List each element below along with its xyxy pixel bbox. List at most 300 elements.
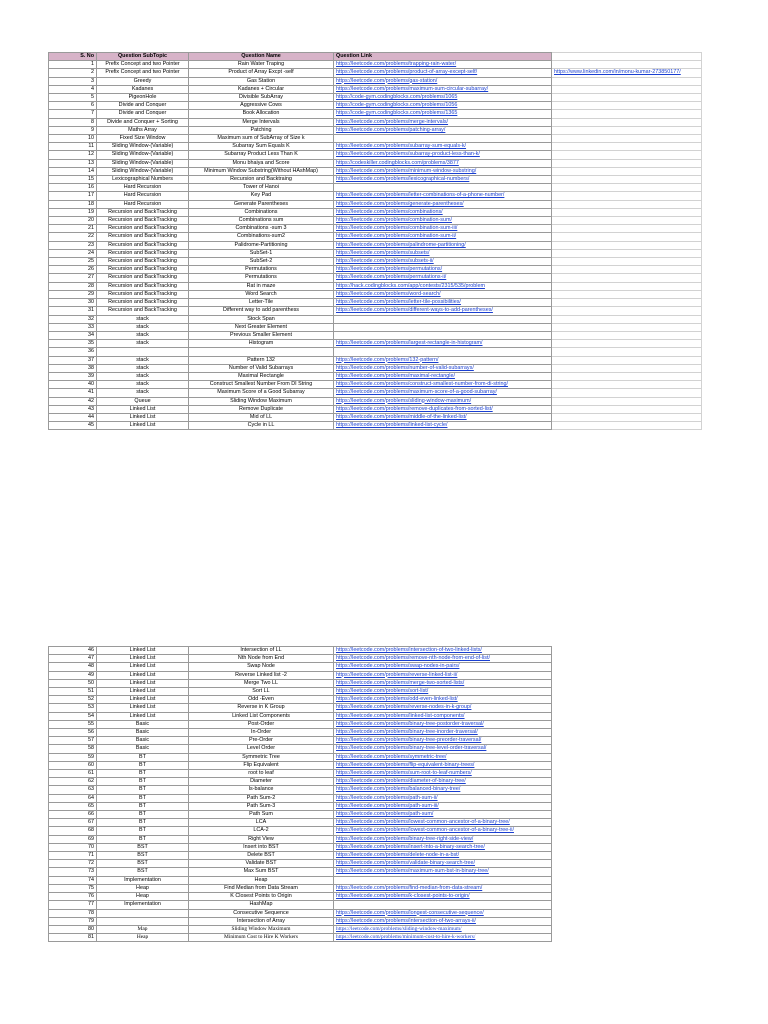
subtopic-cell: Implementation — [97, 901, 189, 909]
empty-cell — [552, 85, 702, 93]
subtopic-cell: Recursion and BackTracking — [97, 266, 189, 274]
subtopic-cell: BT — [97, 778, 189, 786]
subtopic-cell: Hard Recursion — [97, 184, 189, 192]
serial-number-cell: 23 — [49, 241, 97, 249]
question-link-cell — [334, 225, 552, 233]
question-link[interactable]: https://leetcode.com/problems/binary-tree-right-side-view/ — [336, 835, 474, 842]
question-link[interactable]: https://leetcode.com/problems/find-median-from-data-stream/ — [336, 884, 483, 891]
question-link[interactable]: https://leetcode.com/problems/linked-list-components/ — [336, 712, 465, 719]
empty-cell — [552, 274, 702, 282]
serial-number-cell: 48 — [49, 663, 97, 671]
table-row — [49, 843, 552, 851]
subtopic-cell: BT — [97, 770, 189, 778]
question-name-cell: Different way to add parenthess — [189, 307, 334, 315]
subtopic-cell: Sliding Window-(Variable) — [97, 167, 189, 175]
table-row — [49, 704, 552, 712]
serial-number-cell: 40 — [49, 381, 97, 389]
question-link[interactable]: https://leetcode.com/problems/subsets/ — [336, 249, 430, 256]
question-link[interactable]: https://leetcode.com/problems/path-sum-ii/ — [336, 794, 438, 801]
question-link-cell — [334, 761, 552, 769]
question-link[interactable]: https://leetcode.com/problems/construct-smallest-number-from-di-string/ — [336, 381, 508, 388]
table-row — [49, 835, 552, 843]
question-link[interactable]: https://leetcode.com/problems/minimum-window-substring/ — [336, 167, 477, 174]
serial-number-cell: 71 — [49, 852, 97, 860]
question-link[interactable]: https://leetcode.com/problems/longest-consecutive-sequence/ — [336, 909, 484, 916]
question-link-cell — [334, 893, 552, 901]
table-row — [49, 761, 552, 769]
question-link[interactable]: https://leetcode.com/problems/subarray-sum-equals-k/ — [336, 143, 467, 150]
question-link[interactable]: https://leetcode.com/problems/intersection-of-two-arrays-ii/ — [336, 917, 476, 924]
question-link-cell — [334, 159, 552, 167]
serial-number-cell: 60 — [49, 761, 97, 769]
question-link-cell — [334, 909, 552, 917]
empty-cell — [552, 94, 702, 102]
serial-number-cell: 9 — [49, 126, 97, 134]
table-row — [49, 647, 552, 655]
question-name-cell: Kadanes + Circular — [189, 85, 334, 93]
question-name-cell: Insert into BST — [189, 843, 334, 851]
question-link[interactable]: https://leetcode.com/problems/combinations/ — [336, 208, 443, 215]
table-row — [49, 225, 702, 233]
subtopic-cell: Divide and Conquer + Sorting — [97, 118, 189, 126]
serial-number-cell: 69 — [49, 835, 97, 843]
question-link-cell — [334, 135, 552, 143]
question-link-cell — [334, 77, 552, 85]
serial-number-cell: 67 — [49, 819, 97, 827]
subtopic-cell: Heap — [97, 893, 189, 901]
subtopic-cell: Linked List — [97, 663, 189, 671]
question-link[interactable]: https://leetcode.com/problems/gas-station/ — [336, 77, 438, 84]
question-name-cell: Nth Node from End — [189, 655, 334, 663]
question-name-cell: Delete BST — [189, 852, 334, 860]
question-link-cell — [334, 340, 552, 348]
subtopic-cell: Linked List — [97, 422, 189, 430]
serial-number-cell: 20 — [49, 217, 97, 225]
question-link-cell — [334, 143, 552, 151]
question-link-cell — [334, 917, 552, 925]
serial-number-cell: 80 — [49, 925, 97, 933]
question-link[interactable]: https://leetcode.com/problems/merge-intervals/ — [336, 118, 449, 125]
question-link[interactable]: https://leetcode.com/problems/merge-two-sorted-lists/ — [336, 679, 465, 686]
question-link[interactable]: https://leetcode.com/problems/balanced-binary-tree/ — [336, 786, 461, 793]
subtopic-cell: Linked List — [97, 405, 189, 413]
table-row — [49, 184, 702, 192]
subtopic-cell: BT — [97, 835, 189, 843]
table-row — [49, 934, 552, 942]
table-row — [49, 241, 702, 249]
question-name-cell: Path Sum-3 — [189, 802, 334, 810]
table-row — [49, 909, 552, 917]
question-link[interactable]: https://leetcode.com/problems/letter-tile-possibilities/ — [336, 299, 461, 306]
serial-number-cell: 8 — [49, 118, 97, 126]
question-link[interactable]: https://leetcode.com/problems/remove-nth-node-from-end-of-list/ — [336, 655, 490, 662]
question-link[interactable]: https://leetcode.com/problems/odd-even-linked-list/ — [336, 696, 458, 703]
serial-number-cell: 31 — [49, 307, 97, 315]
table-row — [49, 274, 702, 282]
question-link[interactable]: https://leetcode.com/problems/sum-root-to-leaf-numbers/ — [336, 770, 472, 777]
subtopic-cell: BT — [97, 819, 189, 827]
subtopic-cell: Recursion and BackTracking — [97, 282, 189, 290]
table-row — [49, 340, 702, 348]
question-link[interactable]: https://leetcode.com/problems/insert-into-a-binary-search-tree/ — [336, 843, 485, 850]
serial-number-cell: 42 — [49, 397, 97, 405]
question-name-cell: In-Order — [189, 729, 334, 737]
subtopic-cell: Recursion and BackTracking — [97, 233, 189, 241]
question-link[interactable]: https://leetcode.com/problems/subsets-ii/ — [336, 258, 434, 265]
empty-cell — [552, 381, 702, 389]
question-name-cell: Merge Intervals — [189, 118, 334, 126]
question-link[interactable]: https://leetcode.com/problems/k-closest-points-to-origin/ — [336, 893, 470, 900]
question-name-cell: Remove Duplicate — [189, 405, 334, 413]
question-link[interactable]: https://leetcode.com/problems/word-search/ — [336, 290, 441, 297]
empty-cell — [552, 348, 702, 356]
question-link-cell — [334, 290, 552, 298]
table-row — [49, 233, 702, 241]
question-link-cell — [334, 884, 552, 892]
table-row — [49, 827, 552, 835]
question-name-cell: SubSet-2 — [189, 258, 334, 266]
table-row — [49, 290, 702, 298]
table-row — [49, 151, 702, 159]
table-row — [49, 884, 552, 892]
serial-number-cell: 10 — [49, 135, 97, 143]
question-name-cell: Find Median from Data Stream — [189, 884, 334, 892]
subtopic-cell: Recursion and BackTracking — [97, 307, 189, 315]
question-name-cell: Combinations -sum 3 — [189, 225, 334, 233]
table-row — [49, 331, 702, 339]
question-link-cell — [334, 282, 552, 290]
question-name-cell: Patching — [189, 126, 334, 134]
question-link[interactable]: https://leetcode.com/problems/lexicographical-numbers/ — [336, 176, 470, 183]
question-link[interactable]: https://leetcode.com/problems/reverse-linked-list-ii/ — [336, 671, 458, 678]
serial-number-cell: 63 — [49, 786, 97, 794]
subtopic-cell: Recursion and BackTracking — [97, 249, 189, 257]
table-row — [49, 200, 702, 208]
question-link[interactable]: https://leetcode.com/problems/permutations/ — [336, 266, 443, 273]
question-link-cell — [334, 868, 552, 876]
question-name-cell: Symmetric Tree — [189, 753, 334, 761]
question-link[interactable]: https://leetcode.com/problems/intersection-of-two-linked-lists/ — [336, 647, 482, 653]
question-link-cell — [334, 348, 552, 356]
question-name-cell: Minimum Window Substring(Without HAshMap) — [189, 167, 334, 175]
question-name-cell: Cycle in LL — [189, 422, 334, 430]
question-link-cell — [334, 126, 552, 134]
question-name-cell: Combinations-sum2 — [189, 233, 334, 241]
question-link[interactable]: https://leetcode.com/problems/flip-equivalent-binary-trees/ — [336, 761, 475, 768]
subtopic-cell: stack — [97, 323, 189, 331]
serial-number-cell: 70 — [49, 843, 97, 851]
question-link[interactable]: https://leetcode.com/problems/symmetric-tree/ — [336, 753, 447, 760]
empty-cell — [552, 110, 702, 118]
table-row — [49, 315, 702, 323]
question-link[interactable]: https://code-gym.codingblocks.com/problems/1365 — [336, 110, 458, 117]
question-name-cell: Sliding Window Maximum — [189, 397, 334, 405]
serial-number-cell: 33 — [49, 323, 97, 331]
question-link[interactable]: https://leetcode.com/problems/subarray-product-less-than-k/ — [336, 151, 480, 158]
question-name-cell: Monu bhaiya and Score — [189, 159, 334, 167]
empty-cell — [552, 200, 702, 208]
question-link-cell — [334, 176, 552, 184]
question-link[interactable]: https://leetcode.com/problems/patching-array/ — [336, 126, 446, 133]
question-name-cell: Rain Water Traping — [189, 61, 334, 69]
question-link-cell — [334, 843, 552, 851]
subtopic-cell: Recursion and BackTracking — [97, 217, 189, 225]
question-name-cell: LCA — [189, 819, 334, 827]
empty-cell — [552, 282, 702, 290]
question-link-cell — [334, 241, 552, 249]
serial-number-cell: 76 — [49, 893, 97, 901]
question-link[interactable]: https://code-gym.codingblocks.com/problems/1065 — [336, 94, 458, 101]
question-link[interactable]: https://leetcode.com/problems/path-sum-iii/ — [336, 802, 439, 809]
question-name-cell: Histogram — [189, 340, 334, 348]
question-link[interactable]: https://leetcode.com/problems/different-ways-to-add-parentheses/ — [336, 307, 493, 314]
table-row — [49, 422, 702, 430]
serial-number-cell: 66 — [49, 811, 97, 819]
question-link[interactable]: https://leetcode.com/problems/number-of-valid-subarrays/ — [336, 364, 474, 371]
serial-number-cell: 72 — [49, 860, 97, 868]
question-link[interactable]: https://leetcode.com/problems/combination-sum-ii/ — [336, 233, 457, 240]
empty-cell — [552, 340, 702, 348]
table-row — [49, 925, 552, 933]
question-link[interactable]: https://leetcode.com/problems/minimum-cost-to-hire-k-workers/ — [336, 934, 476, 941]
serial-number-cell: 51 — [49, 688, 97, 696]
header-subtopic: Question SubTopic — [97, 53, 189, 61]
subtopic-cell: BST — [97, 852, 189, 860]
header-sno: S. No — [49, 53, 97, 61]
subtopic-cell: Sliding Window-(Variable) — [97, 151, 189, 159]
question-link[interactable]: https://leetcode.com/problems/generate-parentheses/ — [336, 200, 464, 207]
question-link[interactable]: https://codeskiller.codingblocks.com/problems/3877 — [336, 159, 459, 166]
header-question-name: Question Name — [189, 53, 334, 61]
question-link-cell — [334, 167, 552, 175]
question-name-cell: Odd -Even — [189, 696, 334, 704]
question-link[interactable]: https://leetcode.com/problems/diameter-of-binary-tree/ — [336, 778, 466, 785]
linkedin-link[interactable]: https://www.linkedin.com/in/monu-kumar-273850177/ — [554, 69, 681, 76]
subtopic-cell — [97, 917, 189, 925]
question-link[interactable]: https://leetcode.com/problems/remove-duplicates-from-sorted-list/ — [336, 405, 493, 412]
serial-number-cell: 13 — [49, 159, 97, 167]
table-row — [49, 413, 702, 421]
table-row — [49, 110, 702, 118]
question-name-cell: Right View — [189, 835, 334, 843]
subtopic-cell: BT — [97, 827, 189, 835]
table-row — [49, 729, 552, 737]
serial-number-cell: 15 — [49, 176, 97, 184]
question-name-cell: Maximum sum of SubArray of Size k — [189, 135, 334, 143]
question-link[interactable]: https://leetcode.com/problems/sliding-window-maximum/ — [336, 397, 472, 404]
question-link[interactable]: https://leetcode.com/problems/validate-binary-search-tree/ — [336, 860, 476, 867]
empty-cell — [552, 241, 702, 249]
question-name-cell: Validate BST — [189, 860, 334, 868]
table-row — [49, 348, 702, 356]
question-link-cell — [334, 397, 552, 405]
subtopic-cell: Recursion and BackTracking — [97, 208, 189, 216]
question-name-cell: Stock Span — [189, 315, 334, 323]
question-link-cell — [334, 413, 552, 421]
empty-cell — [552, 208, 702, 216]
question-link[interactable]: https://leetcode.com/problems/maximum-sum-circular-subarray/ — [336, 85, 489, 92]
question-link-cell — [334, 94, 552, 102]
serial-number-cell: 79 — [49, 917, 97, 925]
question-name-cell: Letter-Tile — [189, 299, 334, 307]
serial-number-cell: 14 — [49, 167, 97, 175]
question-name-cell: Rat in maze — [189, 282, 334, 290]
subtopic-cell: Sliding Window-(Variable) — [97, 143, 189, 151]
table-row — [49, 397, 702, 405]
subtopic-cell: Heap — [97, 884, 189, 892]
question-link-cell — [334, 85, 552, 93]
table-row — [49, 266, 702, 274]
subtopic-cell: BST — [97, 868, 189, 876]
question-link-cell — [334, 151, 552, 159]
serial-number-cell: 61 — [49, 770, 97, 778]
sheet-table-bottom — [48, 646, 552, 942]
serial-number-cell: 59 — [49, 753, 97, 761]
table-row — [49, 167, 702, 175]
question-link-cell — [334, 745, 552, 753]
question-name-cell: Flip Equivalent — [189, 761, 334, 769]
subtopic-cell: Recursion and BackTracking — [97, 274, 189, 282]
question-link[interactable]: https://leetcode.com/problems/letter-combinations-of-a-phone-number/ — [336, 192, 505, 199]
question-name-cell: Product of Array Excpt -self — [189, 69, 334, 77]
serial-number-cell: 73 — [49, 868, 97, 876]
question-link-cell — [334, 110, 552, 118]
serial-number-cell: 16 — [49, 184, 97, 192]
question-link-cell — [334, 208, 552, 216]
question-name-cell: Mid of LL — [189, 413, 334, 421]
serial-number-cell: 26 — [49, 266, 97, 274]
question-link[interactable]: https://leetcode.com/problems/lowest-common-ancestor-of-a-binary-tree-ii/ — [336, 827, 514, 834]
question-link[interactable]: https://leetcode.com/problems/lowest-common-ancestor-of-a-binary-tree/ — [336, 819, 510, 826]
question-link[interactable]: https://leetcode.com/problems/largest-rectangle-in-histogram/ — [336, 340, 483, 347]
table-row — [49, 389, 702, 397]
question-link-cell — [334, 679, 552, 687]
question-link-cell — [334, 389, 552, 397]
question-name-cell: HashMap — [189, 901, 334, 909]
table-row — [49, 663, 552, 671]
subtopic-cell: stack — [97, 389, 189, 397]
serial-number-cell: 68 — [49, 827, 97, 835]
question-link[interactable]: https://leetcode.com/problems/linked-list-cycle/ — [336, 422, 448, 429]
question-name-cell: Merge Two LL — [189, 679, 334, 687]
question-link-cell — [334, 688, 552, 696]
serial-number-cell: 56 — [49, 729, 97, 737]
question-link[interactable]: https://leetcode.com/problems/sort-list/ — [336, 688, 429, 695]
subtopic-cell: Sliding Window-(Variable) — [97, 159, 189, 167]
subtopic-cell — [97, 348, 189, 356]
table-row — [49, 876, 552, 884]
subtopic-cell: Divide and Conquer — [97, 110, 189, 118]
question-name-cell: Generate Parentheses — [189, 200, 334, 208]
question-name-cell: LCA-2 — [189, 827, 334, 835]
question-link[interactable]: https://leetcode.com/problems/delete-node-in-a-bst/ — [336, 852, 460, 859]
question-link-cell — [334, 372, 552, 380]
question-link[interactable]: https://leetcode.com/problems/binary-tree-inorder-traversal/ — [336, 729, 478, 736]
question-link-cell — [334, 753, 552, 761]
question-link-cell — [334, 737, 552, 745]
question-link[interactable]: https://leetcode.com/problems/trapping-rain-water/ — [336, 61, 457, 68]
question-link[interactable]: https://leetcode.com/problems/product-of-array-except-self/ — [336, 69, 478, 76]
question-link[interactable]: https://leetcode.com/problems/maximal-rectangle/ — [336, 372, 455, 379]
question-link-cell — [334, 860, 552, 868]
table-row — [49, 176, 702, 184]
empty-cell — [552, 102, 702, 110]
subtopic-cell: Prefix Concept and two Pointer — [97, 61, 189, 69]
subtopic-cell: stack — [97, 340, 189, 348]
empty-cell — [552, 422, 702, 430]
question-link-cell — [334, 184, 552, 192]
question-link[interactable]: https://leetcode.com/problems/swap-nodes-in-pairs/ — [336, 663, 460, 670]
question-name-cell: Maximal Rectangle — [189, 372, 334, 380]
serial-number-cell: 77 — [49, 901, 97, 909]
question-link-cell — [334, 118, 552, 126]
empty-cell — [552, 356, 702, 364]
question-link[interactable]: https://leetcode.com/problems/binary-tree-level-order-traversal/ — [336, 745, 487, 752]
question-link[interactable]: https://code-gym.codingblocks.com/problems/1056 — [336, 102, 458, 109]
question-name-cell: Post-Order — [189, 720, 334, 728]
question-link[interactable]: https://leetcode.com/problems/maximum-score-of-a-good-subarray/ — [336, 389, 497, 396]
empty-cell — [552, 118, 702, 126]
question-link[interactable]: https://leetcode.com/problems/permutations-ii/ — [336, 274, 447, 281]
subtopic-cell: stack — [97, 372, 189, 380]
table-row — [49, 737, 552, 745]
question-link[interactable]: https://leetcode.com/problems/path-sum/ — [336, 811, 434, 818]
question-name-cell: Next Greater Element — [189, 323, 334, 331]
serial-number-cell: 12 — [49, 151, 97, 159]
table-row — [49, 356, 702, 364]
table-row — [49, 786, 552, 794]
question-link-cell — [334, 827, 552, 835]
question-link[interactable]: https://leetcode.com/problems/palindrome-partitioning/ — [336, 241, 466, 248]
question-link[interactable]: https://leetcode.com/problems/combination-sum/ — [336, 217, 452, 224]
question-link[interactable]: https://leetcode.com/problems/binary-tree-preorder-traversal/ — [336, 737, 482, 744]
subtopic-cell: Linked List — [97, 413, 189, 421]
question-link[interactable]: https://leetcode.com/problems/maximum-sum-bst-in-binary-tree/ — [336, 868, 489, 875]
empty-cell — [552, 299, 702, 307]
question-link[interactable]: https://leetcode.com/problems/reverse-nodes-in-k-group/ — [336, 704, 472, 711]
question-link[interactable]: https://leetcode.com/problems/sliding-window-maximum/ — [336, 925, 462, 932]
serial-number-cell: 78 — [49, 909, 97, 917]
question-link-cell — [334, 835, 552, 843]
question-link[interactable]: https://leetcode.com/problems/middle-of-the-linked-list/ — [336, 413, 467, 420]
empty-cell — [552, 159, 702, 167]
empty-cell — [552, 61, 702, 69]
question-link-cell — [334, 786, 552, 794]
table-row — [49, 85, 702, 93]
question-name-cell: Word Search — [189, 290, 334, 298]
question-name-cell: Book Allocation — [189, 110, 334, 118]
empty-cell — [552, 77, 702, 85]
empty-cell — [552, 331, 702, 339]
question-link[interactable]: https://leetcode.com/problems/132-pattern/ — [336, 356, 439, 363]
table-row — [49, 135, 702, 143]
question-link[interactable]: https://leetcode.com/problems/combination-sum-iii/ — [336, 225, 458, 232]
table-row — [49, 852, 552, 860]
question-name-cell: Subarray Sum Equals K — [189, 143, 334, 151]
question-link-cell — [334, 729, 552, 737]
subtopic-cell: BT — [97, 761, 189, 769]
question-name-cell: Path Sum-2 — [189, 794, 334, 802]
serial-number-cell: 36 — [49, 348, 97, 356]
question-link[interactable]: https://hack.codingblocks.com/app/contests/2315/535/problem — [336, 282, 485, 289]
question-name-cell: Sliding Window Maximum — [189, 925, 334, 933]
serial-number-cell: 74 — [49, 876, 97, 884]
question-name-cell: Maximum Score of a Good Subarray — [189, 389, 334, 397]
serial-number-cell: 52 — [49, 696, 97, 704]
question-link[interactable]: https://leetcode.com/problems/binary-tree-postorder-traversal/ — [336, 720, 484, 727]
question-link-cell — [334, 61, 552, 69]
table-row — [49, 381, 702, 389]
